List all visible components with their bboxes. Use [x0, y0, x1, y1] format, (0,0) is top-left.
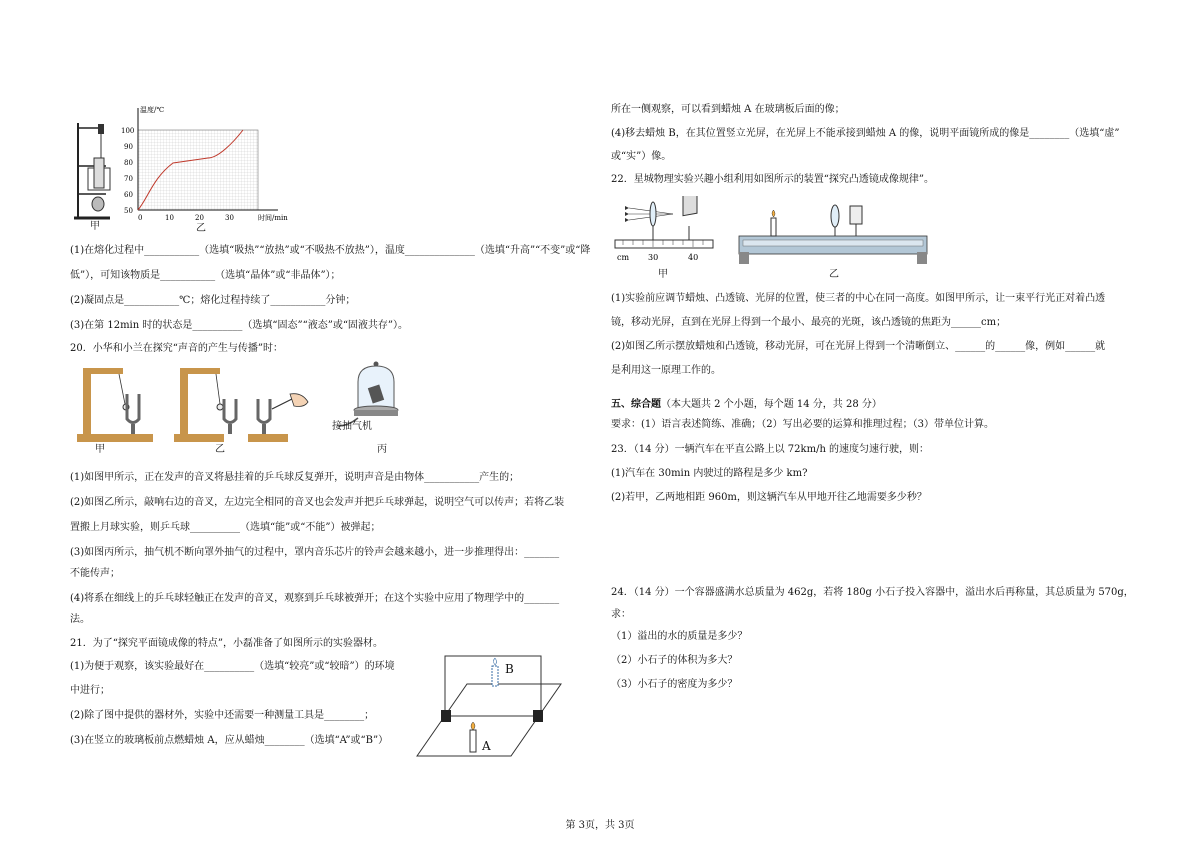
ruler-unit: cm	[617, 253, 630, 262]
section5-heading	[611, 398, 882, 412]
q20-label-jia: 甲	[95, 444, 105, 455]
q19-line-1: (1)在熔化过程中___________（选填“吸热”“放热”或“不吸热不放热”），温度______________（选填“升高”“不变”或“降	[70, 245, 591, 256]
q24-title: 24．（14 分）一个容器盛满水总质量为 462g，若将 180g 小石子投入容器中，溢出水后再称量，其总质量为 570g，	[611, 587, 1134, 598]
graph-xlabel: 时间/min	[258, 214, 288, 222]
q20-label-bing: 丙	[377, 444, 387, 455]
q21-line-4: (3)在竖立的玻璃板前点燃蜡烛 A，应从蜡烛________（选填“A”或“B”）	[70, 735, 389, 746]
q22-line-1: (1)实验前应调节蜡烛、凸透镜、光屏的位置，使三者的中心在同一高度。如图甲所示，让一束平行光正对着凸透	[611, 293, 1106, 304]
q23-line-1: (1)汽车在 30min 内驶过的路程是多少 km?	[611, 468, 808, 479]
q19-label-yi: 乙	[196, 223, 206, 234]
ytick-70: 70	[124, 175, 133, 183]
page-footer: 第 3页，共 3页	[565, 820, 635, 831]
q24-line-1: （1）溢出的水的质量是多少？	[611, 631, 748, 642]
q21-cont-line-1: 所在一侧观察，可以看到蜡烛 A 在玻璃板后面的像；	[611, 104, 845, 115]
graph-ylabel: 温度/℃	[140, 106, 165, 114]
q22-line-3: (2)如图乙所示摆放蜡烛和凸透镜，移动光屏，可在光屏上得到一个清晰倒立、______的______像，例如______就	[611, 341, 1106, 352]
ruler-tick-30: 30	[648, 253, 659, 262]
ytick-100: 100	[121, 127, 135, 135]
section5-title: 五、综合题	[611, 399, 661, 410]
q20-line-3: 置搬上月球实验，则乒乓球__________（选填“能”或“不能”）被弹起；	[70, 522, 381, 533]
q21-line-1: (1)为便于观察，该实验最好在__________（选填“较亮”或“较暗”）的环境	[70, 661, 395, 672]
ytick-50: 50	[124, 207, 133, 215]
q21-title: 21．为了“探究平面镜成像的特点”，小磊准备了如图所示的实验器材。	[70, 638, 383, 649]
q23-line-2: (2)若甲，乙两地相距 960m，则这辆汽车从甲地开往乙地需要多少秒？	[611, 492, 927, 503]
q22-line-4: 是利用这一原理工作的。	[611, 365, 721, 376]
q23-title: 23．（14 分）一辆汽车在平直公路上以 72km/h 的速度匀速行驶，则：	[611, 444, 930, 455]
q20-pump-label: 接抽气机	[332, 421, 372, 432]
q21-line-2: 中进行；	[70, 685, 110, 696]
q19-apparatus-figure	[70, 118, 120, 230]
q24-line-3: （3）小石子的密度为多少？	[611, 679, 738, 690]
xtick-30: 30	[225, 214, 234, 222]
q19-line-3: (2)凝固点是___________℃；熔化过程持续了___________分钟；	[70, 295, 356, 306]
q21-line-3: (2)除了图中提供的器材外，实验中还需要一种测量工具是________；	[70, 710, 375, 721]
ytick-90: 90	[124, 143, 133, 151]
q20-figure-yi	[172, 364, 312, 444]
q20-line-2: (2)如图乙所示，敲响右边的音叉，左边完全相同的音叉也会发声并把乒乓球弹起，说明空气可以传声；若将乙装	[70, 497, 565, 508]
ruler-tick-40: 40	[688, 253, 699, 262]
q22-figure-yi	[735, 200, 931, 266]
xtick-0: 0	[138, 214, 143, 222]
q22-label-yi: 乙	[829, 269, 839, 280]
q24-line-2: （2）小石子的体积为多大？	[611, 655, 738, 666]
q20-line-7: 法。	[70, 614, 90, 625]
q22-label-jia: 甲	[658, 269, 668, 280]
xtick-10: 10	[165, 214, 174, 222]
q22-line-2: 镜，移动光屏，直到在光屏上得到一个最小、最亮的光斑，该凸透镜的焦距为______cm；	[611, 317, 1007, 328]
xtick-20: 20	[195, 214, 204, 222]
q22-figure-jia	[613, 196, 715, 268]
ytick-80: 80	[124, 159, 133, 167]
ytick-60: 60	[124, 191, 133, 199]
section5-desc: （本大题共 2 个小题，每个题 14 分，共 28 分）	[661, 399, 882, 410]
q20-label-yi: 乙	[215, 444, 225, 455]
q24-cont: 求：	[611, 609, 631, 620]
q19-label-jia: 甲	[90, 221, 100, 232]
q21-label-a: A	[482, 739, 491, 753]
q20-line-6: (4)将系在细线上的乒乓球轻触正在发声的音叉，观察到乒乓球被弹开；在这个实验中应用了物理学中的_______	[70, 593, 560, 604]
q20-figure-jia	[75, 364, 155, 444]
q19-line-2: 低”），可知该物质是___________（选填“晶体”或“非晶体”）；	[70, 270, 341, 281]
q21-cont-line-3: 或“实”）像。	[611, 151, 672, 162]
q20-title: 20．小华和小兰在探究“声音的产生与传播”时：	[70, 343, 283, 354]
q22-title: 22．星城物理实验兴趣小组利用如图所示的装置“探究凸透镜成像规律”。	[611, 174, 934, 185]
q21-cont-line-2: (4)移去蜡烛 B，在其位置竖立光屏，在光屏上不能承接到蜡烛 A 的像，说明平面镜所成的像是________（选填“虚”	[611, 128, 1120, 139]
q19-line-4: (3)在第 12min 时的状态是__________（选填“固态”“液态”或“固液共存”）。	[70, 320, 409, 331]
q20-line-5: 不能传声；	[70, 568, 120, 579]
q20-line-4: (3)如图丙所示，抽气机不断向罩外抽气的过程中，罩内音乐芯片的铃声会越来越小，进一步推理得出：_______	[70, 547, 560, 558]
q20-line-1: (1)如图甲所示，正在发声的音叉将悬挂着的乒乓球反复弹开，说明声音是由物体___________产生的；	[70, 472, 520, 483]
section5-requirements: 要求：(1）语言表述简练、准确；（2）写出必要的运算和推理过程；（3）带单位计算。	[611, 419, 994, 430]
q19-temperature-graph	[118, 103, 308, 228]
q21-label-b: B	[505, 662, 514, 676]
